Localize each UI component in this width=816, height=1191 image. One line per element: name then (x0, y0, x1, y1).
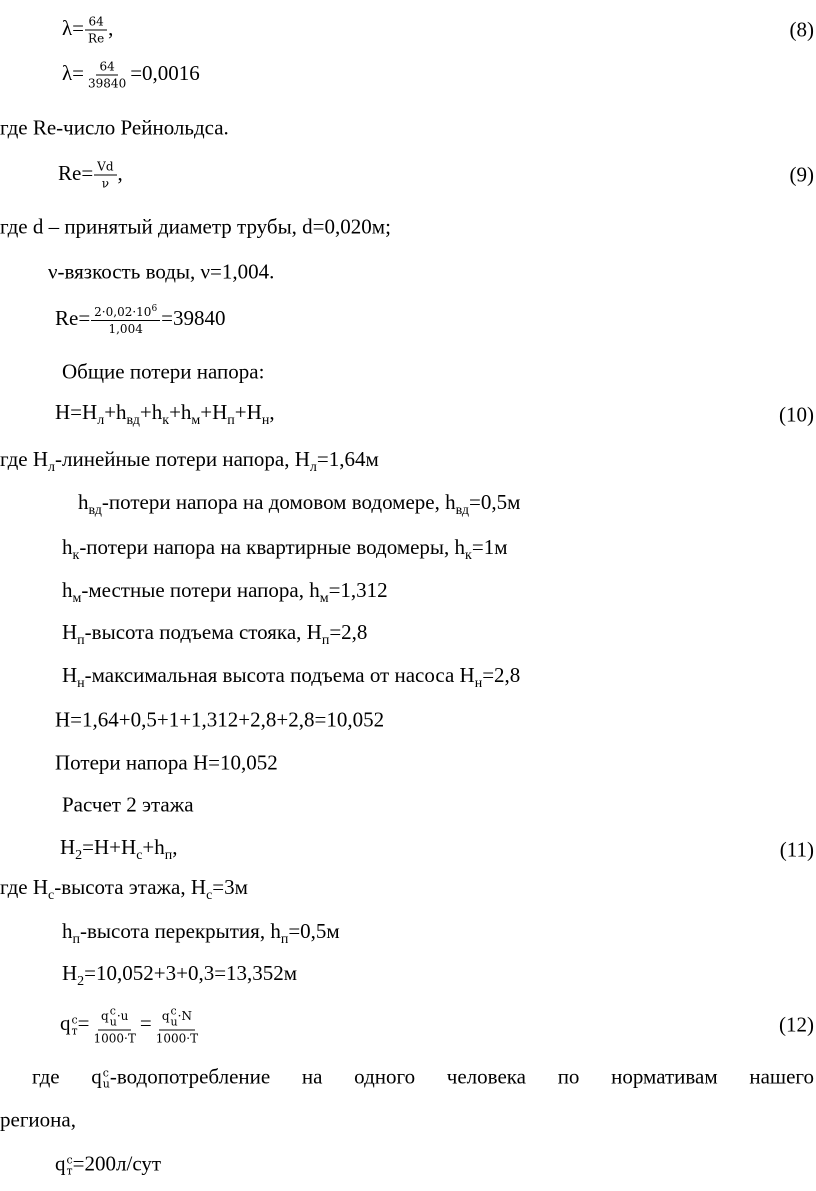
text-run: q (60, 1010, 71, 1035)
subscript: м (72, 591, 82, 606)
text-run: по (557, 1064, 580, 1089)
text-run: =1,312 (328, 578, 388, 602)
text-run: +h (139, 400, 163, 424)
subscript: т (66, 1164, 73, 1178)
fraction-numerator (85, 16, 106, 31)
sup-sub-index (110, 1006, 117, 1028)
hm-definition (62, 580, 388, 606)
text-run: +H (200, 400, 228, 424)
subscript: п (280, 932, 289, 947)
floor2-heading (62, 792, 194, 817)
text-run: ·N (177, 1009, 192, 1023)
subscript: 2 (75, 848, 83, 863)
text-run: -максимальная высота подъема от насоса H (84, 663, 475, 687)
text-run: =2,8 (482, 663, 521, 687)
subscript: н (77, 676, 85, 691)
subscript: с (136, 848, 143, 863)
hn-definition (62, 665, 520, 691)
fraction-numerator (98, 1006, 131, 1031)
text-run: где Re-число Рейнольдса. (0, 115, 229, 140)
text-run: H (60, 835, 76, 859)
fraction-denominator (105, 321, 145, 335)
hc-definition (0, 877, 248, 903)
text-run: λ= (62, 15, 85, 40)
text-run: , (172, 835, 178, 859)
text-run: нормативам (611, 1064, 718, 1089)
text-run: =0,0016 (130, 60, 200, 85)
equation-number: (12) (779, 1012, 814, 1037)
superscript: 6 (151, 304, 158, 314)
text-run: =0,5м (469, 490, 521, 514)
text-run: где H (0, 447, 48, 471)
text-run: -потери напора на домовом водомере, h (101, 490, 456, 514)
subscript: к (465, 548, 472, 563)
head-total (55, 750, 278, 775)
text-run: 1000·T (155, 1031, 199, 1046)
subscript: т (71, 1024, 78, 1037)
hp-definition (62, 622, 367, 648)
text-run: =2,8 (329, 620, 368, 644)
viscosity-definition (48, 259, 275, 284)
text-run: ν (101, 176, 109, 191)
text-run: q (161, 1009, 170, 1023)
subscript: вд (455, 503, 469, 518)
formula-total-head (55, 402, 275, 428)
subscript: м (191, 413, 201, 428)
fraction-denominator (153, 1031, 201, 1045)
text-run: +h (169, 400, 192, 424)
fraction-denominator (99, 176, 112, 190)
fraction-denominator (85, 76, 129, 90)
text-run: =3м (212, 875, 248, 899)
fraction (153, 1006, 201, 1045)
text-run: Потери напора H=10,052 (55, 750, 278, 775)
fraction (91, 1006, 139, 1045)
subscript: u (109, 1015, 117, 1029)
text-run: q (55, 1151, 66, 1176)
text-run: одного (354, 1064, 416, 1089)
text-run: 39840 (88, 76, 127, 91)
text-run: 64 (99, 59, 115, 74)
text-run: , (108, 15, 114, 40)
text-run: +h (104, 400, 127, 424)
text-run: Vd (97, 159, 114, 174)
text-run: где H (0, 875, 48, 899)
text-run: -высота подъема стояка, H (84, 620, 322, 644)
text-run: H=H (55, 400, 98, 424)
word-group (91, 1066, 270, 1089)
sup-sub-index (103, 1068, 110, 1090)
qu-definition (32, 1066, 814, 1089)
fraction (94, 161, 116, 190)
subscript: л (97, 413, 105, 428)
formula-lambda-calc (62, 61, 200, 90)
text-run: ν-вязкость воды, ν=1,004. (48, 259, 275, 284)
text-run: , (117, 160, 123, 185)
diameter-definition (0, 214, 391, 239)
subscript: u (102, 1077, 110, 1091)
text-run: Re= (55, 305, 91, 330)
text-run: h (62, 919, 73, 943)
subscript: к (72, 548, 80, 563)
text-run: =10,052+3+0,3=13,352м (84, 961, 298, 985)
text-run: H (62, 663, 78, 687)
text-run: 64 (88, 14, 104, 29)
subscript: п (321, 633, 330, 648)
h2-calculation (62, 963, 297, 989)
text-run: -местные потери напора, h (81, 578, 320, 602)
head-calculation (55, 707, 385, 732)
fraction-denominator (85, 31, 107, 45)
subscript: вд (126, 413, 140, 428)
text-run: , (269, 400, 275, 424)
text-run: где d – принятый диаметр трубы, d=0,020м; (0, 214, 391, 239)
text-run: h (78, 490, 89, 514)
text-run: h (62, 578, 73, 602)
superscript: c (102, 1066, 109, 1080)
text-run: 1000·T (93, 1031, 136, 1046)
text-run: Общие потери напора: (62, 359, 265, 384)
re-definition (0, 115, 229, 140)
formula-qt (60, 1006, 202, 1045)
text-run: -высота этажа, H (54, 875, 207, 899)
text-run: H=1,64+0,5+1+1,312+2,8+2,8=10,052 (55, 707, 385, 732)
superscript: c (109, 1004, 116, 1018)
hl-definition (0, 449, 379, 475)
fraction (91, 305, 160, 335)
hvd-definition (78, 492, 520, 518)
text-run: -потери напора на квартирные водомеры, h (79, 535, 466, 559)
equation-number: (11) (779, 837, 814, 862)
text-run: q (101, 1009, 109, 1023)
subscript: с (206, 888, 213, 903)
text-run: H (62, 620, 78, 644)
text-run: =H+H (82, 835, 137, 859)
text-run: человека (446, 1064, 526, 1089)
subscript: п (164, 848, 173, 863)
text-run: =39840 (161, 305, 226, 330)
subscript: л (48, 460, 55, 475)
superscript: с (66, 1153, 73, 1167)
text-run: 2·0,02·10 (94, 305, 152, 319)
text-run: 1,004 (108, 322, 143, 336)
fraction-numerator (159, 1006, 195, 1031)
sup-sub-index (171, 1006, 178, 1028)
text-run: Расчет 2 этажа (62, 792, 194, 817)
subscript: п (77, 633, 85, 648)
equation-number: (10) (779, 402, 814, 427)
subscript: н (261, 413, 270, 428)
text-run: λ= (62, 60, 85, 85)
text-run: = (77, 1010, 90, 1035)
fraction (85, 16, 107, 45)
equation-number: (8) (789, 17, 814, 42)
text-run: +H (234, 400, 262, 424)
equation-number: (9) (789, 162, 814, 187)
text-run: =1,64м (316, 447, 379, 471)
text-run: региона, (0, 1107, 76, 1132)
text-run: нашего (749, 1064, 814, 1089)
text-run: =1м (471, 535, 508, 559)
fraction-denominator (91, 1031, 139, 1045)
text-run: +h (142, 835, 165, 859)
text-run: H (62, 961, 78, 985)
subscript: л (309, 460, 317, 475)
text-run: где (32, 1064, 60, 1089)
text-run: -высота перекрытия, h (80, 919, 281, 943)
text-run: -линейные потери напора, H (55, 447, 310, 471)
text-run: =0,5м (288, 919, 340, 943)
hk-definition (62, 537, 508, 563)
text-run: Re (88, 31, 105, 46)
text-run: -водопотребление (109, 1064, 271, 1089)
superscript: c (170, 1004, 177, 1018)
fraction-numerator (91, 305, 160, 321)
subscript: вд (88, 503, 102, 518)
fraction-numerator (96, 61, 117, 76)
qu-definition-continued (0, 1107, 76, 1132)
text-run: = (139, 1010, 152, 1035)
text-run: ·u (116, 1009, 129, 1023)
losses-heading (62, 359, 265, 384)
subscript: с (48, 888, 55, 903)
subscript: н (474, 676, 483, 691)
text-run: q (91, 1064, 102, 1089)
subscript: u (170, 1015, 178, 1029)
qt-value (55, 1153, 161, 1176)
subscript: м (319, 591, 329, 606)
subscript: п (72, 932, 80, 947)
fraction-numerator (94, 161, 116, 176)
formula-lambda (62, 16, 113, 45)
text-run: =200л/сут (72, 1151, 162, 1176)
text-run: h (62, 535, 73, 559)
text-run: Re= (58, 160, 94, 185)
formula-reynolds (58, 161, 123, 190)
formula-reynolds-calc (55, 305, 226, 335)
text-run: на (301, 1064, 323, 1089)
fraction (85, 61, 129, 90)
superscript: с (71, 1013, 78, 1026)
hpk-definition (62, 921, 340, 947)
subscript: к (162, 413, 170, 428)
subscript: 2 (77, 974, 85, 989)
subscript: п (227, 413, 235, 428)
formula-h2 (60, 837, 178, 863)
